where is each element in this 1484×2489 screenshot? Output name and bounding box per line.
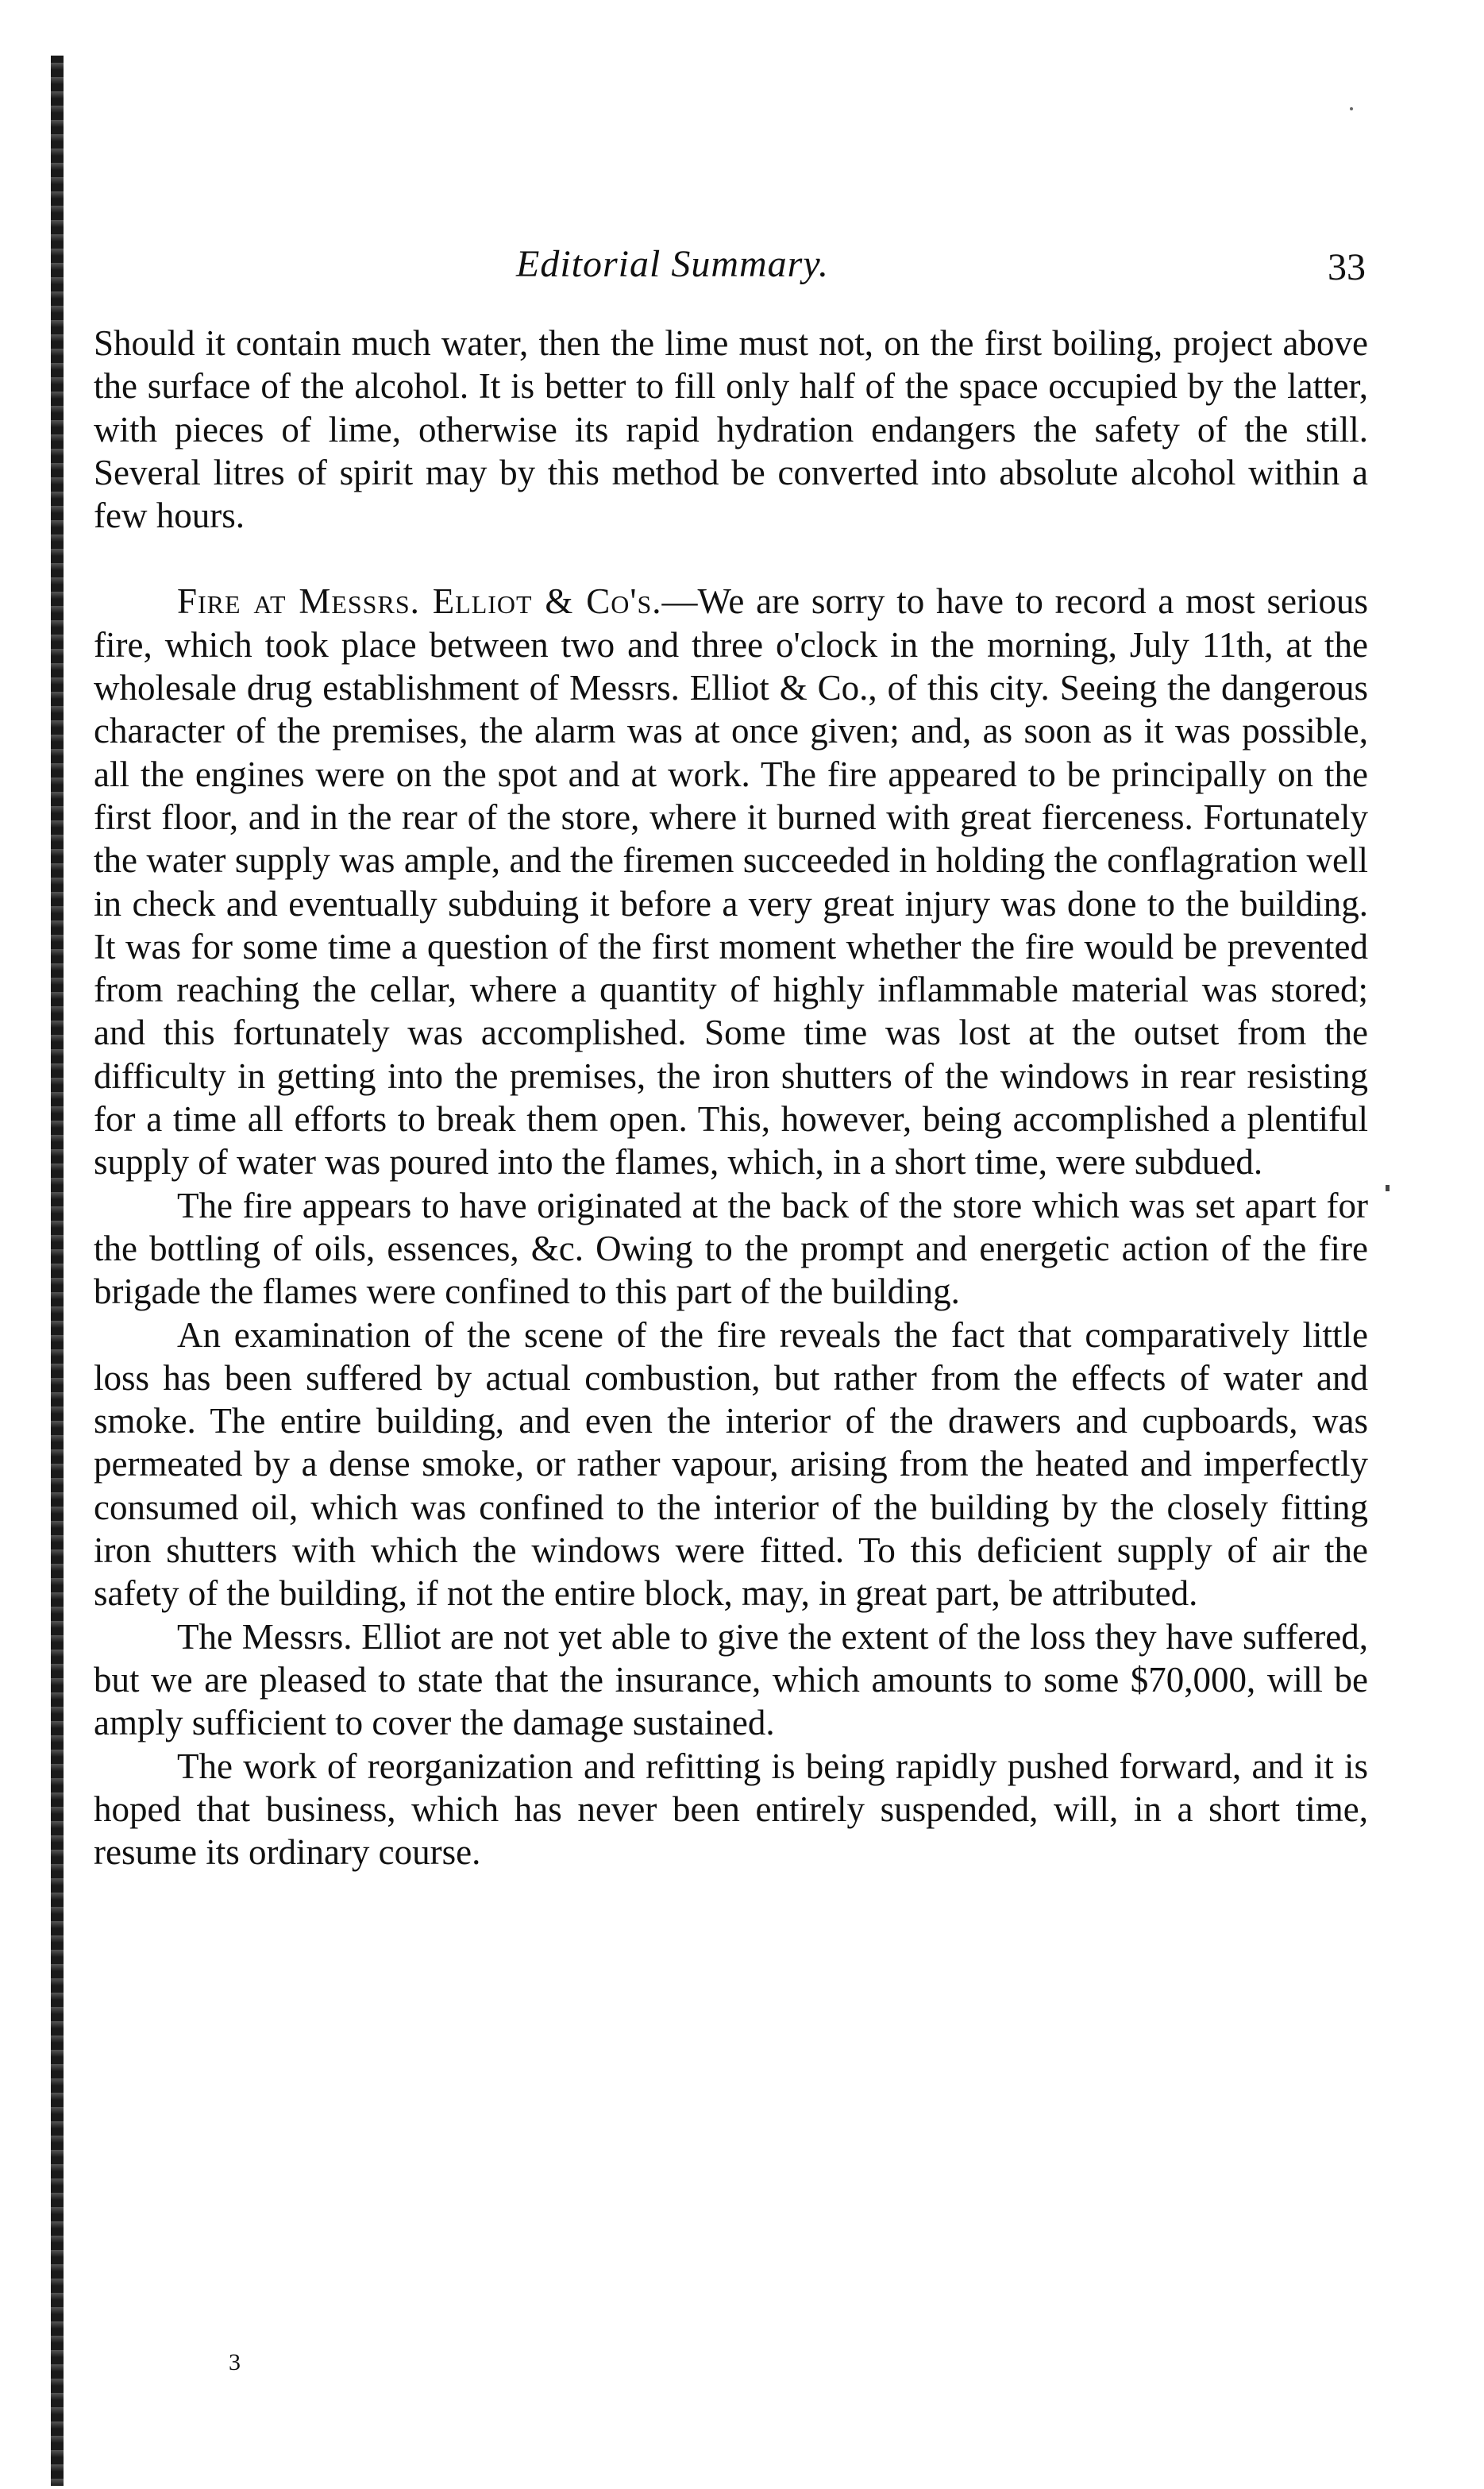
scan-speck: [1350, 107, 1353, 110]
page-header: [95, 242, 1366, 298]
paragraph-text: —We are sorry to have to record a most serious fire, which took place between two and three o'clock in the morning, July 11th, at the wholesale drug establishment of Messrs. Elliot & Co., of this city. Seeing the dangerous character of the premises, the alarm was at once given; and, as soon as it was possible, all the engines were on the spot and at work. The fire appeared to be principally on the first floor, and in the rear of the store, where it burned with great fierceness. Fortunately the water supply was ample, and the firemen succeeded in holding the conflagration well in check and eventually subduing it before a very great injury was done to the building. It was for some time a question of the first moment whether the fire would be prevented from reaching the cellar, where a quantity of highly inflammable material was stored; and this fortunately was accomplished. Some time was lost at the outset from the difficulty in getting into the premises, the iron shutters of the windows in rear resisting for a time all efforts to break them open. This, however, being accomplished a plentiful supply of water was poured into the flames, which, in a short time, were subdued.: [94, 581, 1368, 1183]
paragraph-alcohol-method: Should it contain much water, then the lime must not, on the first boiling, project above the surface of the alcohol. It is better to fill only half of the space occupied by the latter, with pieces of lime, otherwise its rapid hydration endangers the safety of the still. Several litres of spirit may by this method be converted into absolute alcohol within a few hours.: [94, 323, 1368, 536]
running-title: Editorial Summary.: [516, 243, 830, 285]
paragraph-reorganization: The work of reorganization and refitting is being rapidly pushed forward, and it is hoped that business, which has never been entirely suspended, will, in a short time, resume its ordinary course.: [94, 1746, 1368, 1873]
paragraph-fire-report: [94, 580, 1368, 1183]
page-number: 33: [1328, 246, 1366, 288]
section-heading: Fire at Messrs. Elliot & Co's.: [177, 581, 662, 622]
paragraph-insurance: The Messrs. Elliot are not yet able to give the extent of the loss they have suffered, but we are pleased to state that the insurance, which amounts to some $70,000, will be amply sufficient to cover the damage sustained.: [94, 1616, 1368, 1743]
book-spine-shadow: [51, 56, 64, 2486]
article-body: [94, 322, 1368, 1874]
paragraph-examination: An examination of the scene of the fire reveals the fact that comparatively little loss has been suffered by actual combustion, but rather from the effects of water and smoke. The entire building, and even the interior of the drawers and cupboards, was permeated by a dense smoke, or rather vapour, arising from the heated and imperfectly consumed oil, which was confined to the interior of the building by the closely fitting iron shutters with which the windows were fitted. To this deficient supply of air the safety of the building, if not the entire block, may, in great part, be attributed.: [94, 1314, 1368, 1614]
paragraph-fire-origin: The fire appears to have originated at the back of the store which was set apart for the bottling of oils, essences, &c. Owing to the prompt and energetic action of the fire brigade the flames were confined to this part of the building.: [94, 1185, 1368, 1312]
signature-mark: 3: [229, 2349, 241, 2375]
margin-mark: [1386, 1185, 1390, 1191]
